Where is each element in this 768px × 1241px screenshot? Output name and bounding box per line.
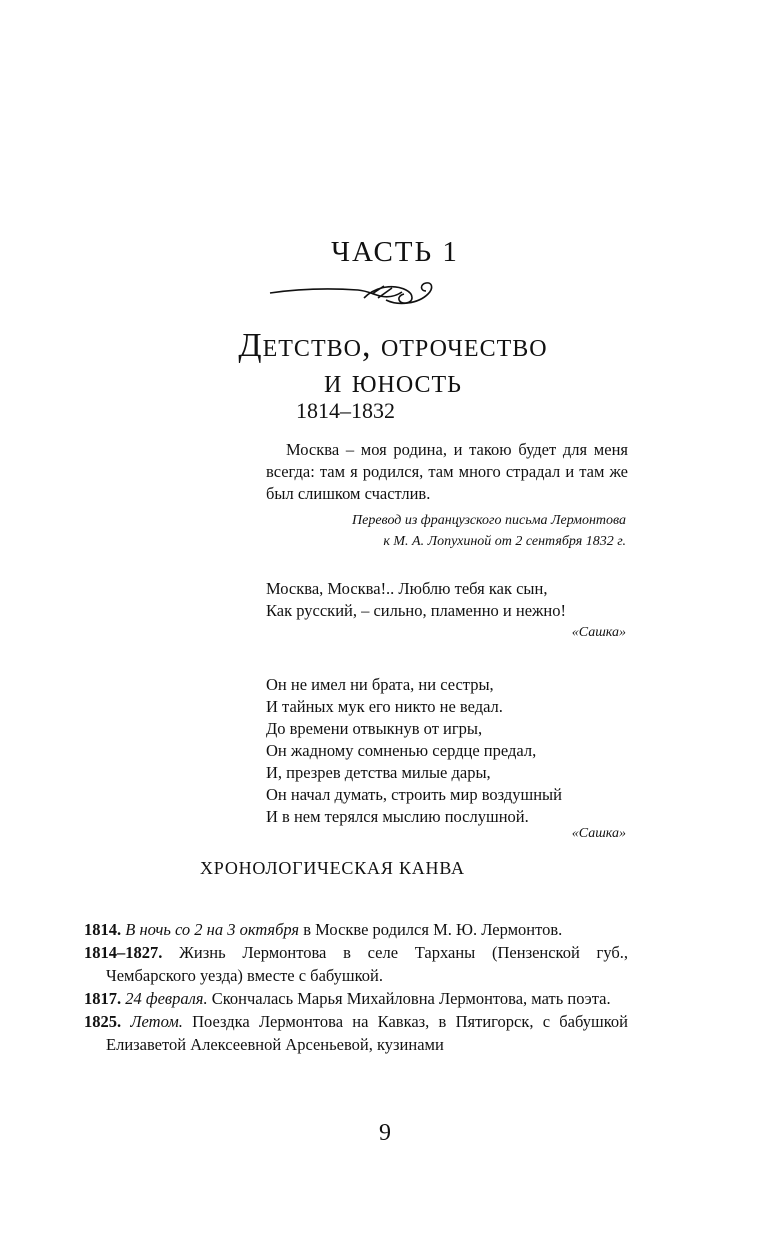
chronology-entry — [84, 987, 628, 1010]
verse-line: Москва, Москва!.. Люблю тебя как сын, — [266, 579, 548, 598]
entry-text: в Москве родился М. Ю. Лермонтов. — [299, 920, 563, 939]
chronology-list — [84, 918, 628, 1056]
chapter-years: 1814–1832 — [296, 398, 395, 423]
part-title: ЧАСТЬ 1 — [331, 236, 459, 268]
verse-line: Он жадному сомненью сердце предал, — [266, 741, 537, 760]
entry-date: Летом. — [130, 1012, 183, 1031]
epigraph-verse-2-source: «Сашка» — [571, 826, 626, 841]
epigraph-prose-source — [266, 510, 626, 552]
verse-line: До времени отвыкнув от игры, — [266, 719, 483, 738]
entry-year: 1814–1827. — [84, 943, 163, 962]
section-heading: ХРОНОЛОГИЧЕСКАЯ КАНВА — [200, 858, 465, 878]
epigraph-verse-1 — [266, 578, 628, 622]
flourish-ornament — [268, 276, 440, 308]
entry-date: В ночь со 2 на 3 октября — [125, 920, 300, 939]
chronology-entry — [84, 1010, 628, 1056]
epigraph-prose: Москва – моя родина, и такою будет для меня всегда: там я родился, там много страдал и там же был слишком счастлив. — [266, 440, 628, 503]
epigraph-prose-source-line-1: Перевод из французского письма Лермонтова — [352, 513, 626, 528]
verse-line: Он начал думать, строить мир воздушный — [266, 785, 562, 804]
entry-text: Скончалась Марья Михайловна Лермонтова, мать поэта. — [207, 989, 611, 1008]
entry-year: 1814. — [84, 920, 122, 939]
entry-year: 1825. — [84, 1012, 122, 1031]
chronology-entry — [84, 941, 628, 987]
entry-year: 1817. — [84, 989, 122, 1008]
entry-text: Жизнь Лермонтова в селе Тарханы (Пензенской губ., Чембарского уезда) вместе с бабушкой. — [106, 943, 628, 985]
chapter-title-line-1: Детство, отрочество — [238, 327, 548, 364]
verse-line: И в нем терялся мыслию послушной. — [266, 807, 529, 826]
verse-line: И тайных мук его никто не ведал. — [266, 697, 503, 716]
chapter-title — [0, 328, 768, 400]
chronology-entry — [84, 918, 628, 941]
entry-date: 24 февраля. — [125, 989, 208, 1008]
page-number: 9 — [379, 1120, 391, 1146]
verse-line: И, презрев детства милые дары, — [266, 763, 491, 782]
entry-text: Поездка Лермонтова на Кавказ, в Пятигорск, с бабушкой Елизаветой Алексеевной Арсеньевой, кузинами — [106, 1012, 628, 1054]
verse-line: Как русский, – сильно, пламенно и нежно! — [266, 601, 566, 620]
chapter-title-line-2: и юность — [324, 363, 462, 400]
epigraph-prose-source-line-2: к М. А. Лопухиной от 2 сентября 1832 г. — [383, 534, 626, 549]
epigraph-verse-2 — [266, 674, 628, 828]
verse-line: Он не имел ни брата, ни сестры, — [266, 675, 494, 694]
epigraph-verse-1-source: «Сашка» — [571, 625, 626, 640]
